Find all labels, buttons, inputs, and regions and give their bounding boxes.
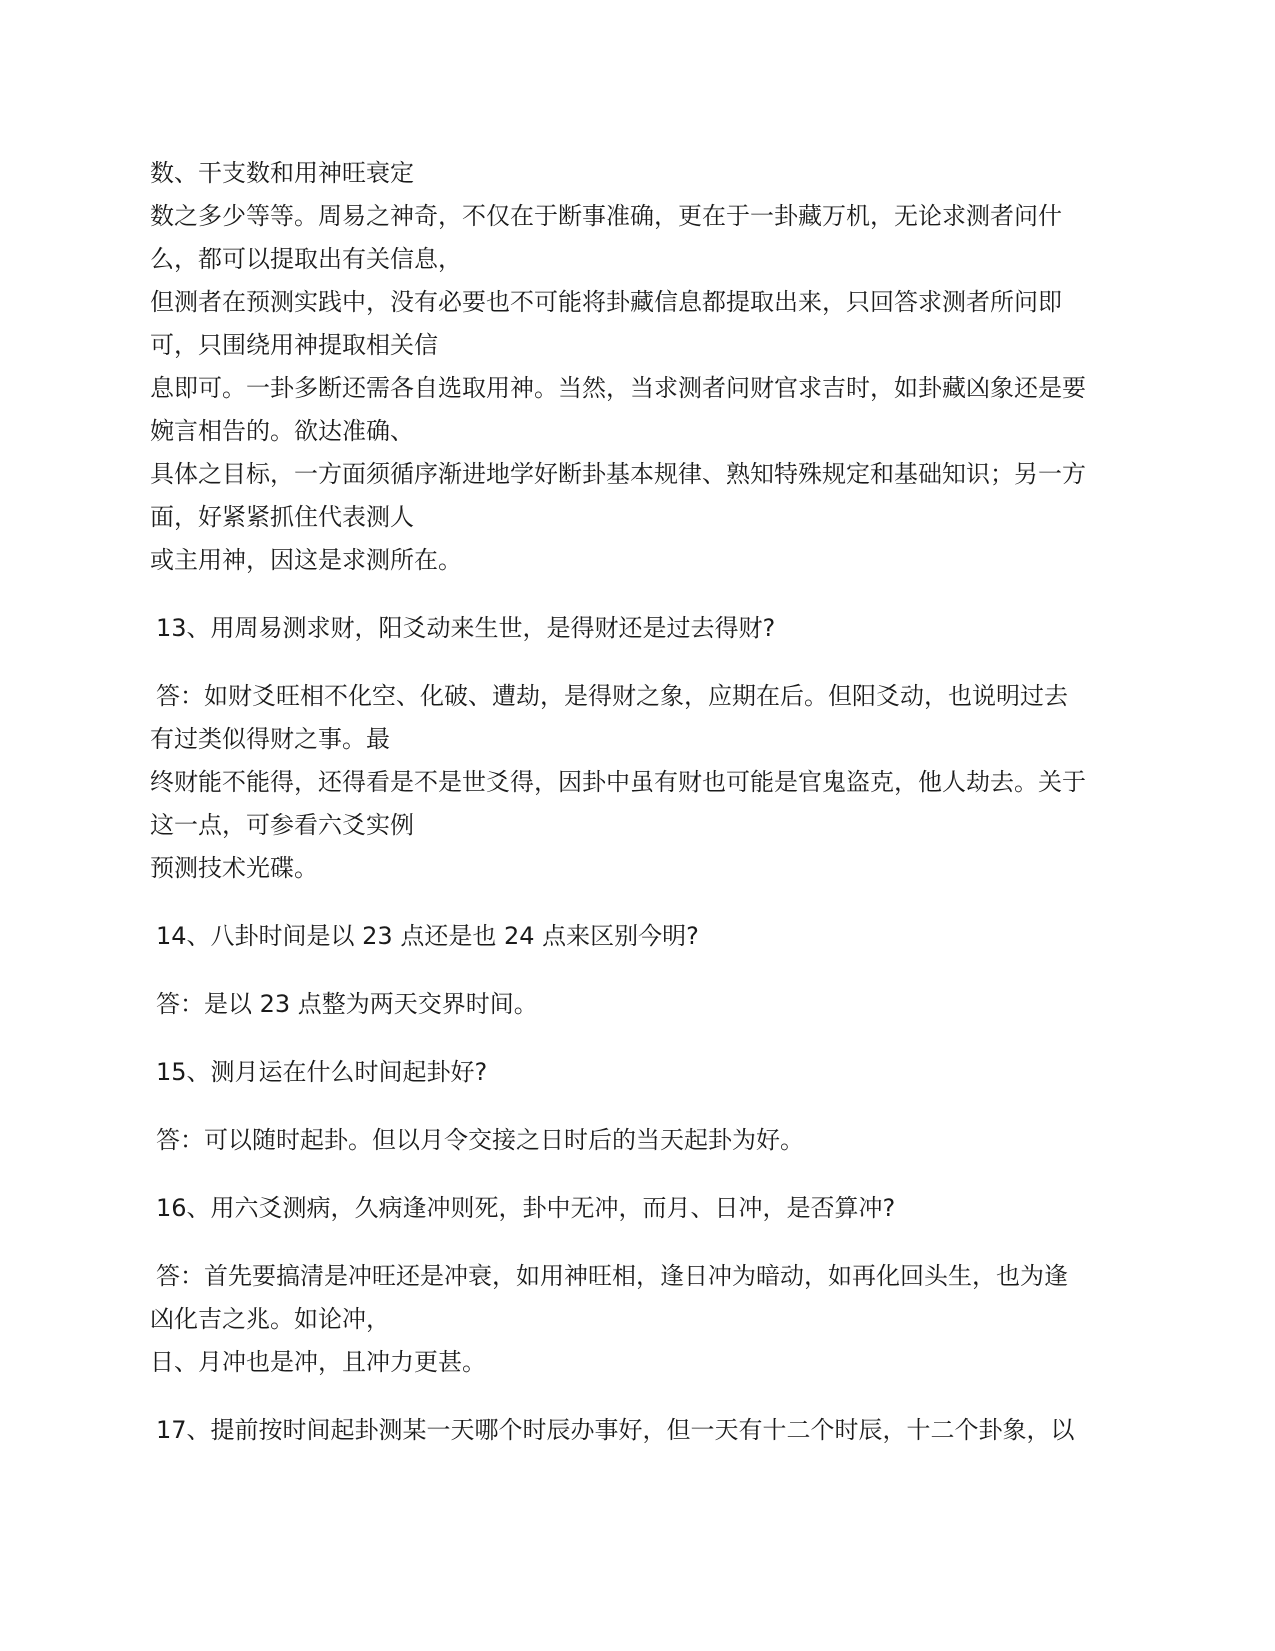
question-13 [150, 607, 1130, 650]
answer-15 [150, 1119, 1130, 1162]
answer-text: 预测技术光碟。 [150, 854, 318, 882]
text-line: 婉言相告的。欲达准确、 [150, 417, 414, 445]
paragraph-gap [150, 650, 1130, 675]
answer-text: 答：如财爻旺相不化空、化破、遭劫，是得财之象，应期在后。但阳爻动，也说明过去 [156, 682, 1068, 710]
text-line: 息即可。一卦多断还需各自选取用神。当然，当求测者问财官求吉时，如卦藏凶象还是要 [150, 374, 1086, 402]
question-16 [150, 1187, 1130, 1230]
answer-text: 这一点，可参看六爻实例 [150, 811, 414, 839]
question-text: 14、八卦时间是以 23 点还是也 24 点来区别今明? [156, 922, 699, 950]
answer-text: 终财能不能得，还得看是不是世爻得，因卦中虽有财也可能是官鬼盗克，他人劫去。关于 [150, 768, 1086, 796]
answer-text: 答：可以随时起卦。但以月令交接之日时后的当天起卦为好。 [156, 1126, 804, 1154]
text-line: 可，只围绕用神提取相关信 [150, 331, 438, 359]
paragraph-gap [150, 890, 1130, 915]
question-text: 16、用六爻测病，久病逢冲则死，卦中无冲，而月、日冲，是否算冲? [156, 1194, 896, 1222]
paragraph-gap [150, 958, 1130, 983]
text-line: 数、干支数和用神旺衰定 [150, 159, 414, 187]
question-text: 15、测月运在什么时间起卦好? [156, 1058, 488, 1086]
paragraph-gap [150, 1384, 1130, 1409]
answer-text: 凶化吉之兆。如论冲， [150, 1305, 390, 1333]
question-text: 17、提前按时间起卦测某一天哪个时辰办事好，但一天有十二个时辰，十二个卦象，以 [156, 1416, 1075, 1444]
text-line: 具体之目标，一方面须循序渐进地学好断卦基本规律、熟知特殊规定和基础知识；另一方 [150, 460, 1086, 488]
document-body [150, 152, 1130, 1452]
paragraph-intro [150, 152, 1130, 582]
text-line: 面，好紧紧抓住代表测人 [150, 503, 414, 531]
paragraph-gap [150, 582, 1130, 607]
paragraph-gap [150, 1094, 1130, 1119]
paragraph-gap [150, 1162, 1130, 1187]
question-text: 13、用周易测求财，阳爻动来生世，是得财还是过去得财? [156, 614, 776, 642]
answer-text: 答：首先要搞清是冲旺还是冲衰，如用神旺相，逢日冲为暗动，如再化回头生，也为逢 [156, 1262, 1068, 1290]
paragraph-gap [150, 1026, 1130, 1051]
answer-text: 日、月冲也是冲，且冲力更甚。 [150, 1348, 486, 1376]
question-15 [150, 1051, 1130, 1094]
text-line: 数之多少等等。周易之神奇，不仅在于断事准确，更在于一卦藏万机，无论求测者问什 [150, 202, 1062, 230]
text-line: 或主用神，因这是求测所在。 [150, 546, 462, 574]
answer-16 [150, 1255, 1130, 1384]
answer-14 [150, 983, 1130, 1026]
text-line: 么，都可以提取出有关信息， [150, 245, 462, 273]
answer-text: 答：是以 23 点整为两天交界时间。 [156, 990, 538, 1018]
question-17 [150, 1409, 1130, 1452]
question-14 [150, 915, 1130, 958]
text-line: 但测者在预测实践中，没有必要也不可能将卦藏信息都提取出来，只回答求测者所问即 [150, 288, 1062, 316]
answer-text: 有过类似得财之事。最 [150, 725, 390, 753]
answer-13 [150, 675, 1130, 890]
paragraph-gap [150, 1230, 1130, 1255]
